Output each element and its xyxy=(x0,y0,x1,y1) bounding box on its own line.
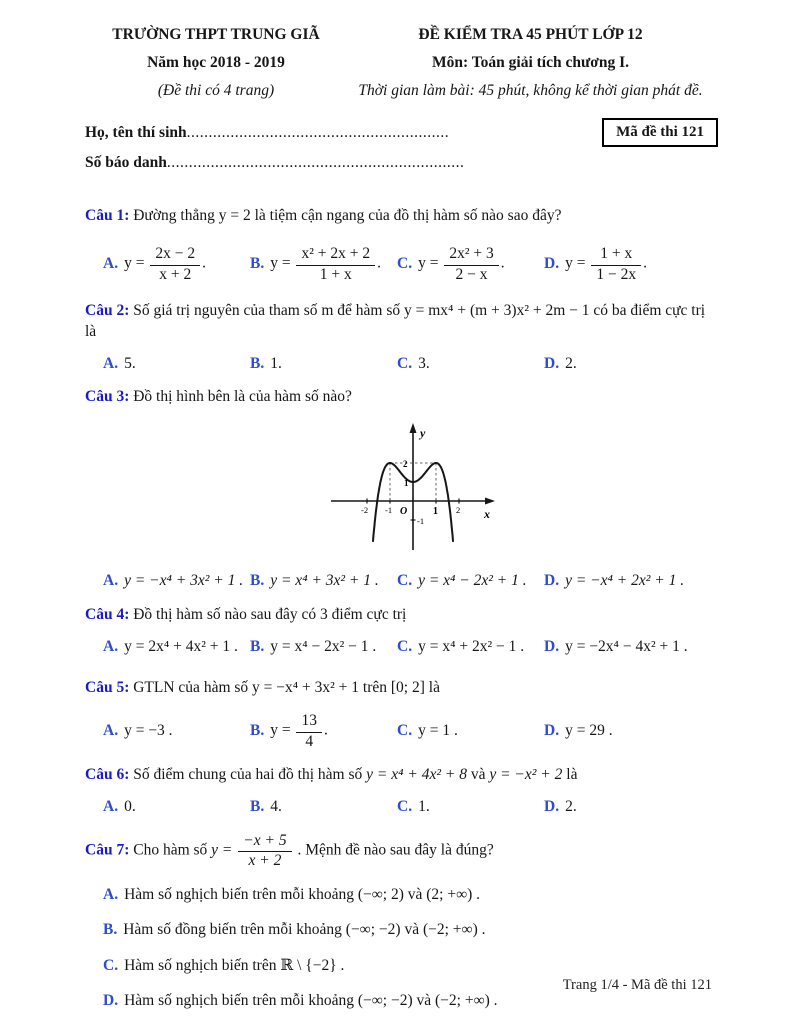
option-3d-text: y = −x⁴ + 2x² + 1 . xyxy=(565,572,685,589)
question-4-text: Đồ thị hàm số nào sau đây có 3 điểm cực trị xyxy=(133,606,407,623)
option-7a-text: Hàm số nghịch biến trên mỗi khoảng (−∞; 2) và (2; +∞) . xyxy=(124,885,481,903)
option-3d xyxy=(544,572,684,590)
option-5d-text: y = 29 . xyxy=(565,722,613,739)
option-1b-fraction xyxy=(296,245,375,283)
option-1c-post: . xyxy=(500,254,505,272)
option-5c xyxy=(397,722,544,740)
y-axis-label: y xyxy=(420,426,426,440)
option-3c-letter: C. xyxy=(397,572,413,589)
question-6-label: Câu 6: xyxy=(85,766,130,783)
option-6b-text: 4. xyxy=(270,798,282,815)
question-1-text: Đường thẳng y = 2 là tiệm cận ngang của đồ thị hàm số nào sao đây? xyxy=(133,207,562,224)
x-axis-arrow xyxy=(485,498,495,505)
question-5-text-line xyxy=(85,677,714,698)
x-tick-neg2: -2 xyxy=(361,505,369,515)
question-5-text: GTLN của hàm số y = −x⁴ + 3x² + 1 trên [0; 2] là xyxy=(133,679,440,696)
time-note: Thời gian làm bài: 45 phút, không kể thời gian phát đề. xyxy=(358,82,703,99)
option-6d-text: 2. xyxy=(565,798,577,815)
option-2d-text: 2. xyxy=(565,355,577,372)
option-5d xyxy=(544,722,613,740)
candidate-name-label: Họ, tên thí sinh xyxy=(85,124,187,141)
option-2c xyxy=(397,355,544,373)
school-year: Năm học 2018 - 2019 xyxy=(147,54,285,71)
question-2 xyxy=(85,300,714,373)
x-tick-2: 2 xyxy=(456,505,461,515)
question-4-options xyxy=(103,638,714,656)
question-4-label: Câu 4: xyxy=(85,606,130,623)
question-4 xyxy=(85,604,714,656)
option-7c-text: Hàm số nghịch biến trên ℝ \ {−2} . xyxy=(124,956,345,974)
option-6b xyxy=(250,798,397,816)
option-4a-letter: A. xyxy=(103,638,119,655)
option-6c-letter: C. xyxy=(397,798,413,815)
question-7-label: Câu 7: xyxy=(85,841,130,859)
option-4b-text: y = x⁴ − 2x² − 1 . xyxy=(270,638,377,655)
x-axis-label: x xyxy=(484,507,490,521)
question-3 xyxy=(85,386,714,590)
fraction-numerator: 13 xyxy=(296,712,322,732)
option-4c-letter: C. xyxy=(397,638,413,655)
question-1 xyxy=(85,205,714,290)
pages-note: (Đề thi có 4 trang) xyxy=(157,82,275,99)
option-5b-post: . xyxy=(323,721,328,739)
option-6c xyxy=(397,798,544,816)
option-5b-pre: y = xyxy=(270,721,291,739)
option-7a xyxy=(103,886,714,904)
option-4d-letter: D. xyxy=(544,638,560,655)
question-2-text: Số giá trị nguyên của tham số m để hàm số y = mx⁴ + (m + 3)x² + 2m − 1 có ba điểm cực trị là xyxy=(85,302,706,340)
option-2c-text: 3. xyxy=(418,355,430,372)
option-1d-pre: y = xyxy=(565,254,586,272)
option-3b-letter: B. xyxy=(250,572,265,589)
option-2b-letter: B. xyxy=(250,355,265,372)
fraction-denominator: 1 + x xyxy=(319,265,352,283)
question-3-figure xyxy=(303,413,714,560)
option-5a xyxy=(103,722,250,740)
option-1c-fraction xyxy=(444,245,498,283)
option-4a xyxy=(103,638,250,656)
option-4b-letter: B. xyxy=(250,638,265,655)
page-footer: Trang 1/4 - Mã đề thi 121 xyxy=(562,977,712,993)
question-4-text-line xyxy=(85,604,714,625)
option-6d xyxy=(544,798,577,816)
option-4b xyxy=(250,638,397,656)
question-7-text-line xyxy=(85,832,714,870)
option-4d-text: y = −2x⁴ − 4x² + 1 . xyxy=(565,638,688,655)
option-6c-text: 1. xyxy=(418,798,430,815)
option-1d-letter: D. xyxy=(544,254,560,272)
exam-title: ĐỀ KIỂM TRA 45 PHÚT LỚP 12 xyxy=(418,26,643,43)
question-6-math2: y = −x² + 2 xyxy=(489,766,563,783)
option-3a-text: y = −x⁴ + 3x² + 1 . xyxy=(124,572,244,589)
fraction-denominator: 2 − x xyxy=(455,265,488,283)
candidate-id-label: Số báo danh xyxy=(85,154,167,171)
fraction-denominator: x + 2 xyxy=(248,852,282,870)
option-7d-text: Hàm số nghịch biến trên mỗi khoảng (−∞; −2) và (−2; +∞) . xyxy=(124,991,498,1009)
option-1d-post: . xyxy=(643,254,647,272)
question-2-label: Câu 2: xyxy=(85,302,130,319)
option-2c-letter: C. xyxy=(397,355,413,372)
option-1b-letter: B. xyxy=(250,254,265,272)
option-4c xyxy=(397,638,544,656)
option-6a-text: 0. xyxy=(124,798,136,815)
option-3c xyxy=(397,572,544,590)
exam-subject: Môn: Toán giải tích chương I. xyxy=(431,54,630,71)
option-1d-fraction xyxy=(591,245,641,283)
question-5 xyxy=(85,677,714,756)
option-1a-pre: y = xyxy=(124,254,145,272)
option-7a-letter: A. xyxy=(103,885,119,903)
question-3-text: Đồ thị hình bên là của hàm số nào? xyxy=(133,388,352,405)
question-3-text-line xyxy=(85,386,714,407)
x-tick-neg1: -1 xyxy=(385,505,393,515)
question-1-options xyxy=(103,238,714,290)
option-1a-fraction xyxy=(150,245,200,283)
option-4d xyxy=(544,638,688,656)
header-left xyxy=(85,26,347,110)
option-2b-text: 1. xyxy=(270,355,282,372)
option-2b xyxy=(250,355,397,373)
y-axis-arrow xyxy=(410,423,417,433)
option-7b xyxy=(103,921,714,939)
option-6a-letter: A. xyxy=(103,798,119,815)
x-tick-1: 1 xyxy=(433,506,438,517)
option-5a-text: y = −3 . xyxy=(124,722,173,739)
option-5c-letter: C. xyxy=(397,722,413,739)
fraction-numerator: x² + 2x + 2 xyxy=(296,245,375,265)
question-3-options xyxy=(103,572,714,590)
option-2d xyxy=(544,355,577,373)
option-1c-pre: y = xyxy=(418,254,439,272)
fraction-denominator: 4 xyxy=(305,732,314,750)
candidate-name-dots: ............................................................ xyxy=(186,124,450,141)
option-1d xyxy=(544,245,647,283)
y-tick-neg1: -1 xyxy=(417,516,425,526)
option-2a-text: 5. xyxy=(124,355,136,372)
question-7-post: . Mệnh đề nào sau đây là đúng? xyxy=(297,841,494,859)
fraction-numerator: 2x² + 3 xyxy=(444,245,498,265)
option-6b-letter: B. xyxy=(250,798,265,815)
fraction-numerator: 1 + x xyxy=(591,245,641,265)
fraction-denominator: 1 − 2x xyxy=(596,265,637,283)
function-graph xyxy=(303,413,528,555)
question-1-label: Câu 1: xyxy=(85,207,130,224)
option-3b xyxy=(250,572,397,590)
exam-code-box: Mã đề thi 121 xyxy=(602,118,718,147)
option-1a xyxy=(103,245,250,283)
header-right xyxy=(347,26,714,110)
option-5a-letter: A. xyxy=(103,722,119,739)
option-3d-letter: D. xyxy=(544,572,560,589)
fraction-numerator: 2x − 2 xyxy=(150,245,200,265)
question-6-options xyxy=(103,798,714,816)
option-3a-letter: A. xyxy=(103,572,119,589)
option-7b-letter: B. xyxy=(103,920,118,938)
question-2-text-line xyxy=(85,300,714,342)
option-1b-pre: y = xyxy=(270,254,291,272)
option-3b-text: y = x⁴ + 3x² + 1 . xyxy=(270,572,379,589)
question-2-options xyxy=(103,355,714,373)
question-7-frac-pre: y = xyxy=(211,841,233,859)
question-5-options xyxy=(103,706,714,756)
candidate-block xyxy=(85,124,714,172)
question-3-label: Câu 3: xyxy=(85,388,130,405)
option-7c xyxy=(103,956,714,975)
y-tick-2: 2 xyxy=(403,459,408,469)
question-6-post: là xyxy=(566,766,578,783)
question-1-text-line xyxy=(85,205,714,226)
option-5b xyxy=(250,712,397,750)
option-1a-letter: A. xyxy=(103,254,119,272)
y-tick-1: 1 xyxy=(404,478,409,488)
question-7-pre: Cho hàm số xyxy=(133,841,208,859)
option-1c-letter: C. xyxy=(397,254,413,272)
question-6-math1: y = x⁴ + 4x² + 8 xyxy=(366,766,467,783)
candidate-id-dots: .................................................................... xyxy=(166,154,465,171)
exam-header xyxy=(85,26,714,110)
option-5b-letter: B. xyxy=(250,721,265,739)
option-2a xyxy=(103,355,250,373)
question-6 xyxy=(85,764,714,816)
option-4c-text: y = x⁴ + 2x² − 1 . xyxy=(418,638,525,655)
option-3a xyxy=(103,572,250,590)
question-6-pre: Số điểm chung của hai đồ thị hàm số xyxy=(133,766,363,783)
candidate-id-row xyxy=(85,154,714,172)
question-6-text-line xyxy=(85,764,714,785)
question-6-mid: và xyxy=(470,766,486,783)
option-1b xyxy=(250,245,397,283)
option-7d-letter: D. xyxy=(103,991,119,1009)
option-5c-text: y = 1 . xyxy=(418,722,458,739)
option-1c xyxy=(397,245,544,283)
question-5-label: Câu 5: xyxy=(85,679,130,696)
option-1a-post: . xyxy=(202,254,206,272)
option-1b-post: . xyxy=(377,254,381,272)
school-name: TRƯỜNG THPT TRUNG GIÃ xyxy=(112,26,320,43)
option-4a-text: y = 2x⁴ + 4x² + 1 . xyxy=(124,638,238,655)
fraction-numerator: −x + 5 xyxy=(238,832,291,852)
option-2a-letter: A. xyxy=(103,355,119,372)
option-5b-fraction xyxy=(296,712,322,750)
option-6d-letter: D. xyxy=(544,798,560,815)
option-2d-letter: D. xyxy=(544,355,560,372)
option-5d-letter: D. xyxy=(544,722,560,739)
option-7d xyxy=(103,992,714,1010)
option-7b-text: Hàm số đồng biến trên mỗi khoảng (−∞; −2) và (−2; +∞) . xyxy=(123,920,486,938)
fraction-denominator: x + 2 xyxy=(159,265,192,283)
option-7c-letter: C. xyxy=(103,956,119,974)
origin-label: O xyxy=(400,506,408,517)
question-7-fraction xyxy=(238,832,291,870)
option-6a xyxy=(103,798,250,816)
option-3c-text: y = x⁴ − 2x² + 1 . xyxy=(418,572,527,589)
